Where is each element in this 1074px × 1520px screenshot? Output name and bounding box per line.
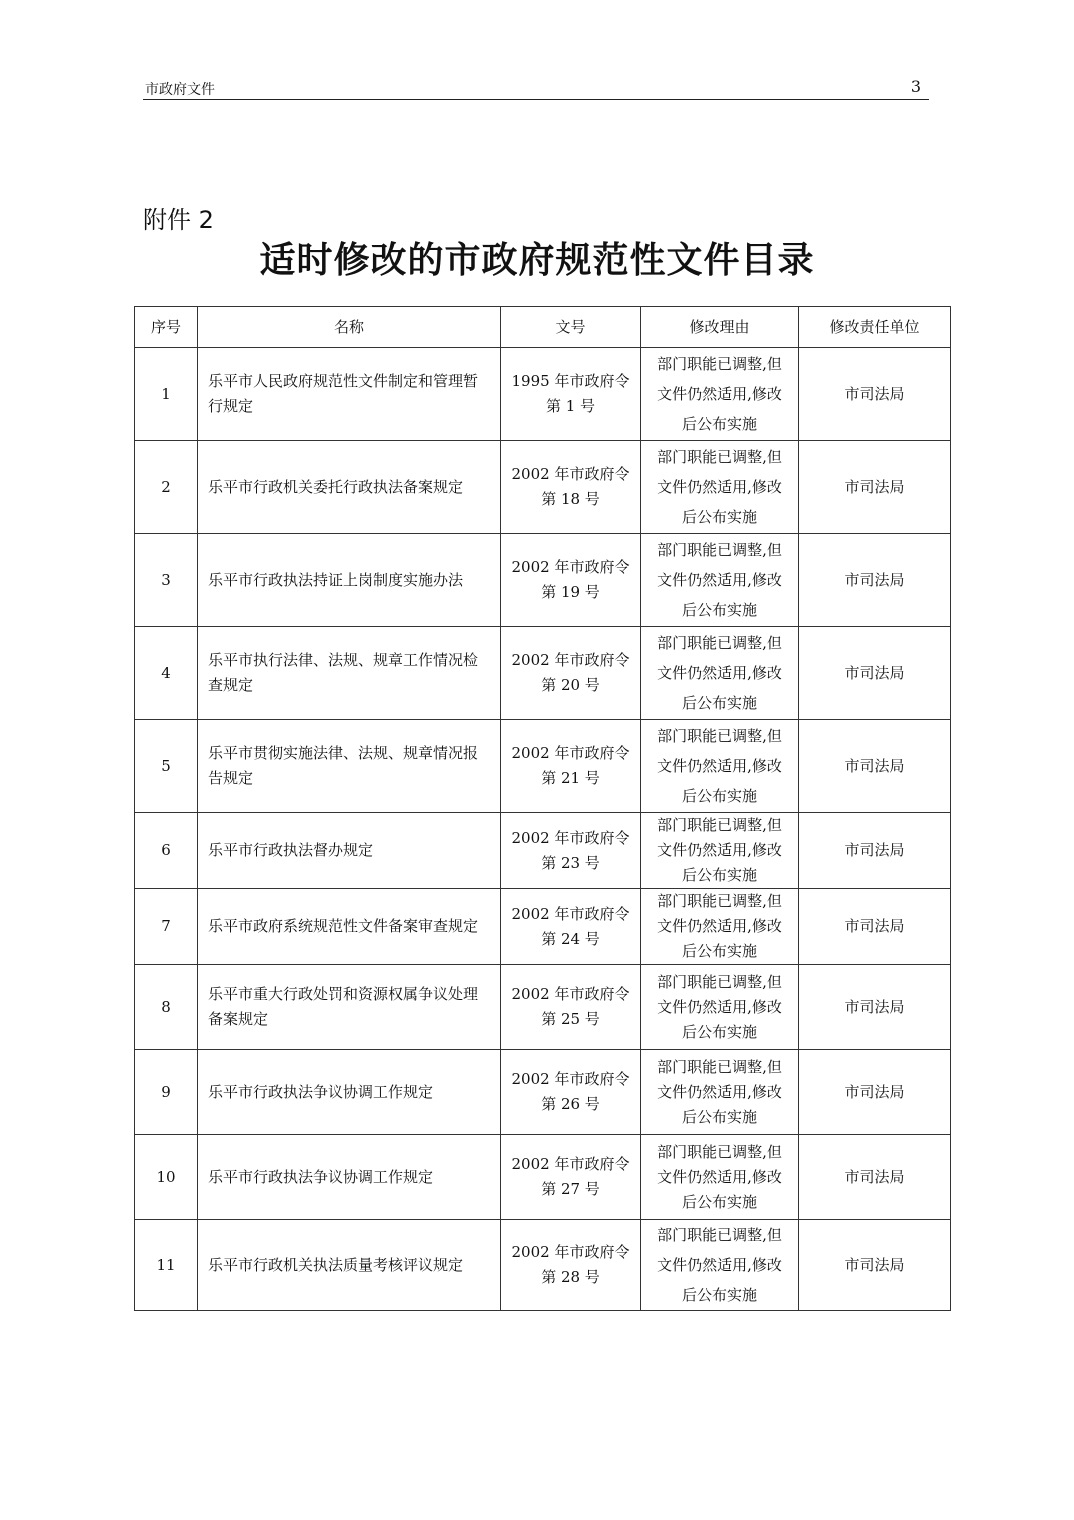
responsible-unit: [799, 534, 951, 627]
revision-reason-line: 后公布实施: [681, 694, 757, 712]
document-number: [501, 348, 641, 441]
page-header: [143, 78, 929, 100]
document-number-year: 2002 年市政府令: [511, 1243, 630, 1261]
revision-reason-line: 后公布实施: [681, 1286, 757, 1304]
page-number: 3: [910, 77, 921, 96]
document-number-seq: 第 18 号: [541, 490, 600, 508]
attachment-label: 附件 2: [143, 206, 214, 234]
revision-reason-line: 后公布实施: [681, 787, 757, 805]
revision-reason-line: 部门职能已调整,但: [657, 727, 782, 745]
column-header-no: 序号: [135, 307, 198, 348]
page-title: 适时修改的市政府规范性文件目录: [259, 240, 815, 281]
responsible-unit-text: 市司法局: [844, 841, 905, 859]
document-name: [198, 889, 501, 965]
document-catalog-table: [134, 306, 951, 1311]
document-name-text: 乐平市人民政府规范性文件制定和管理暂行规定: [208, 372, 479, 415]
revision-reason-line: 文件仍然适用,修改: [657, 997, 782, 1016]
revision-reason-line: 后公布实施: [681, 1107, 757, 1126]
row-number-text: 2: [161, 477, 171, 496]
row-number-text: 7: [161, 917, 171, 935]
document-name-text: 乐平市行政机关委托行政执法备案规定: [208, 477, 464, 496]
document-name: [198, 965, 501, 1050]
document-name: [198, 534, 501, 627]
responsible-unit-text: 市司法局: [844, 477, 905, 496]
row-number: [135, 813, 198, 889]
revision-reason-line: 后公布实施: [681, 415, 757, 433]
revision-reason: [641, 720, 799, 813]
responsible-unit: [799, 627, 951, 720]
header-doc-type: 市政府文件: [145, 82, 215, 98]
row-number: [135, 1220, 198, 1311]
document-number-year: 2002 年市政府令: [511, 558, 630, 576]
responsible-unit-text: 市司法局: [844, 997, 905, 1016]
table-header-row: [135, 307, 951, 348]
revision-reason: [641, 965, 799, 1050]
document-name-text: 乐平市重大行政处罚和资源权属争议处理备案规定: [208, 985, 479, 1028]
document-number-seq: 第 25 号: [541, 1010, 600, 1028]
document-number-seq: 第 19 号: [541, 583, 600, 601]
responsible-unit: [799, 1220, 951, 1311]
document-number: [501, 441, 641, 534]
document-name-text: 乐平市行政执法督办规定: [208, 841, 374, 859]
document-name: [198, 720, 501, 813]
table-row: [135, 889, 951, 965]
document-name: [198, 627, 501, 720]
document-number: [501, 1050, 641, 1135]
row-number-text: 8: [161, 997, 171, 1016]
document-number-year: 2002 年市政府令: [511, 1070, 630, 1088]
responsible-unit: [799, 720, 951, 813]
document-number: [501, 534, 641, 627]
row-number: [135, 889, 198, 965]
responsible-unit-text: 市司法局: [844, 917, 905, 935]
responsible-unit-text: 市司法局: [844, 1082, 905, 1101]
document-number-seq: 第 21 号: [541, 769, 600, 787]
row-number: [135, 441, 198, 534]
document-number-seq: 第 26 号: [541, 1095, 600, 1113]
revision-reason-line: 文件仍然适用,修改: [657, 757, 782, 775]
document-name: [198, 441, 501, 534]
table-row: [135, 627, 951, 720]
revision-reason-line: 部门职能已调整,但: [657, 1057, 782, 1076]
document-name-text: 乐平市行政机关执法质量考核评议规定: [208, 1255, 464, 1274]
table-row: [135, 1135, 951, 1220]
row-number-text: 3: [161, 570, 171, 589]
table-row: [135, 965, 951, 1050]
document-number-seq: 第 28 号: [541, 1268, 600, 1286]
row-number: [135, 1135, 198, 1220]
document-number: [501, 813, 641, 889]
column-header-doc-number: 文号: [501, 307, 641, 348]
revision-reason-line: 后公布实施: [681, 508, 757, 526]
document-number-seq: 第 27 号: [541, 1180, 600, 1198]
revision-reason-line: 部门职能已调整,但: [657, 448, 782, 466]
document-number-seq: 第 1 号: [545, 397, 596, 415]
document-name-text: 乐平市贯彻实施法律、法规、规章情况报告规定: [208, 744, 479, 787]
column-header-name: 名称: [198, 307, 501, 348]
row-number-text: 4: [161, 663, 171, 682]
revision-reason: [641, 441, 799, 534]
revision-reason-line: 文件仍然适用,修改: [657, 385, 782, 403]
revision-reason: [641, 1220, 799, 1311]
revision-reason-line: 部门职能已调整,但: [657, 541, 782, 559]
revision-reason-line: 部门职能已调整,但: [657, 355, 782, 373]
responsible-unit: [799, 441, 951, 534]
document-name-text: 乐平市行政执法持证上岗制度实施办法: [208, 570, 464, 589]
document-number: [501, 889, 641, 965]
revision-reason-line: 部门职能已调整,但: [657, 1226, 782, 1244]
document-number: [501, 1220, 641, 1311]
revision-reason: [641, 889, 799, 965]
row-number: [135, 627, 198, 720]
revision-reason: [641, 348, 799, 441]
column-header-unit: 修改责任单位: [799, 307, 951, 348]
revision-reason-line: 部门职能已调整,但: [657, 816, 782, 834]
responsible-unit-text: 市司法局: [844, 756, 905, 775]
revision-reason: [641, 534, 799, 627]
revision-reason-line: 文件仍然适用,修改: [657, 478, 782, 496]
revision-reason: [641, 1135, 799, 1220]
responsible-unit: [799, 348, 951, 441]
document-number-year: 2002 年市政府令: [511, 744, 630, 762]
document-number-year: 2002 年市政府令: [511, 904, 630, 923]
document-name: [198, 813, 501, 889]
row-number-text: 1: [161, 384, 171, 403]
revision-reason-line: 文件仍然适用,修改: [657, 1256, 782, 1274]
responsible-unit: [799, 813, 951, 889]
row-number: [135, 1050, 198, 1135]
revision-reason-line: 文件仍然适用,修改: [657, 664, 782, 682]
document-name-text: 乐平市政府系统规范性文件备案审查规定: [208, 917, 479, 935]
document-number-year: 2002 年市政府令: [511, 828, 630, 847]
responsible-unit-text: 市司法局: [844, 570, 905, 589]
revision-reason-line: 文件仍然适用,修改: [657, 1167, 782, 1186]
revision-reason-line: 部门职能已调整,但: [657, 972, 782, 991]
table-row: [135, 813, 951, 889]
revision-reason-line: 部门职能已调整,但: [657, 634, 782, 652]
row-number: [135, 720, 198, 813]
document-number: [501, 627, 641, 720]
table-body: [135, 348, 951, 1311]
document-number-seq: 第 24 号: [541, 929, 600, 948]
document-name: [198, 348, 501, 441]
revision-reason: [641, 1050, 799, 1135]
responsible-unit: [799, 1135, 951, 1220]
revision-reason-line: 文件仍然适用,修改: [657, 1082, 782, 1101]
document-number: [501, 1135, 641, 1220]
document-name: [198, 1050, 501, 1135]
row-number-text: 11: [156, 1255, 176, 1274]
table-row: [135, 1050, 951, 1135]
revision-reason-line: 文件仍然适用,修改: [657, 841, 782, 859]
revision-reason-line: 后公布实施: [681, 1022, 757, 1041]
revision-reason-line: 后公布实施: [681, 866, 757, 884]
column-header-reason: 修改理由: [641, 307, 799, 348]
table-row: [135, 348, 951, 441]
revision-reason-line: 部门职能已调整,但: [657, 1142, 782, 1161]
table-row: [135, 441, 951, 534]
row-number: [135, 534, 198, 627]
row-number-text: 10: [156, 1167, 176, 1186]
document-number-year: 1995 年市政府令: [511, 372, 630, 390]
revision-reason: [641, 813, 799, 889]
document-name: [198, 1135, 501, 1220]
document-number: [501, 965, 641, 1050]
revision-reason: [641, 627, 799, 720]
document-number-year: 2002 年市政府令: [511, 465, 630, 483]
row-number: [135, 348, 198, 441]
revision-reason-line: 后公布实施: [681, 942, 757, 960]
responsible-unit-text: 市司法局: [844, 663, 905, 682]
document-number-year: 2002 年市政府令: [511, 1155, 630, 1173]
responsible-unit-text: 市司法局: [844, 384, 905, 403]
table-row: [135, 720, 951, 813]
document-number-seq: 第 23 号: [541, 853, 600, 872]
responsible-unit-text: 市司法局: [844, 1167, 905, 1186]
document-name: [198, 1220, 501, 1311]
row-number: [135, 965, 198, 1050]
responsible-unit: [799, 889, 951, 965]
responsible-unit: [799, 1050, 951, 1135]
row-number-text: 9: [161, 1082, 171, 1101]
document-name-text: 乐平市行政执法争议协调工作规定: [208, 1082, 434, 1101]
responsible-unit-text: 市司法局: [844, 1255, 905, 1274]
document-number-seq: 第 20 号: [541, 676, 600, 694]
document-number: [501, 720, 641, 813]
row-number-text: 6: [161, 841, 171, 859]
table-row: [135, 534, 951, 627]
revision-reason-line: 后公布实施: [681, 601, 757, 619]
document-number-year: 2002 年市政府令: [511, 985, 630, 1003]
row-number-text: 5: [161, 756, 171, 775]
revision-reason-line: 文件仍然适用,修改: [657, 917, 782, 935]
document-number-year: 2002 年市政府令: [511, 651, 630, 669]
responsible-unit: [799, 965, 951, 1050]
document-name-text: 乐平市执行法律、法规、规章工作情况检查规定: [208, 651, 479, 694]
table-row: [135, 1220, 951, 1311]
revision-reason-line: 文件仍然适用,修改: [657, 571, 782, 589]
document-name-text: 乐平市行政执法争议协调工作规定: [208, 1167, 434, 1186]
revision-reason-line: 部门职能已调整,但: [657, 892, 782, 910]
revision-reason-line: 后公布实施: [681, 1192, 757, 1211]
